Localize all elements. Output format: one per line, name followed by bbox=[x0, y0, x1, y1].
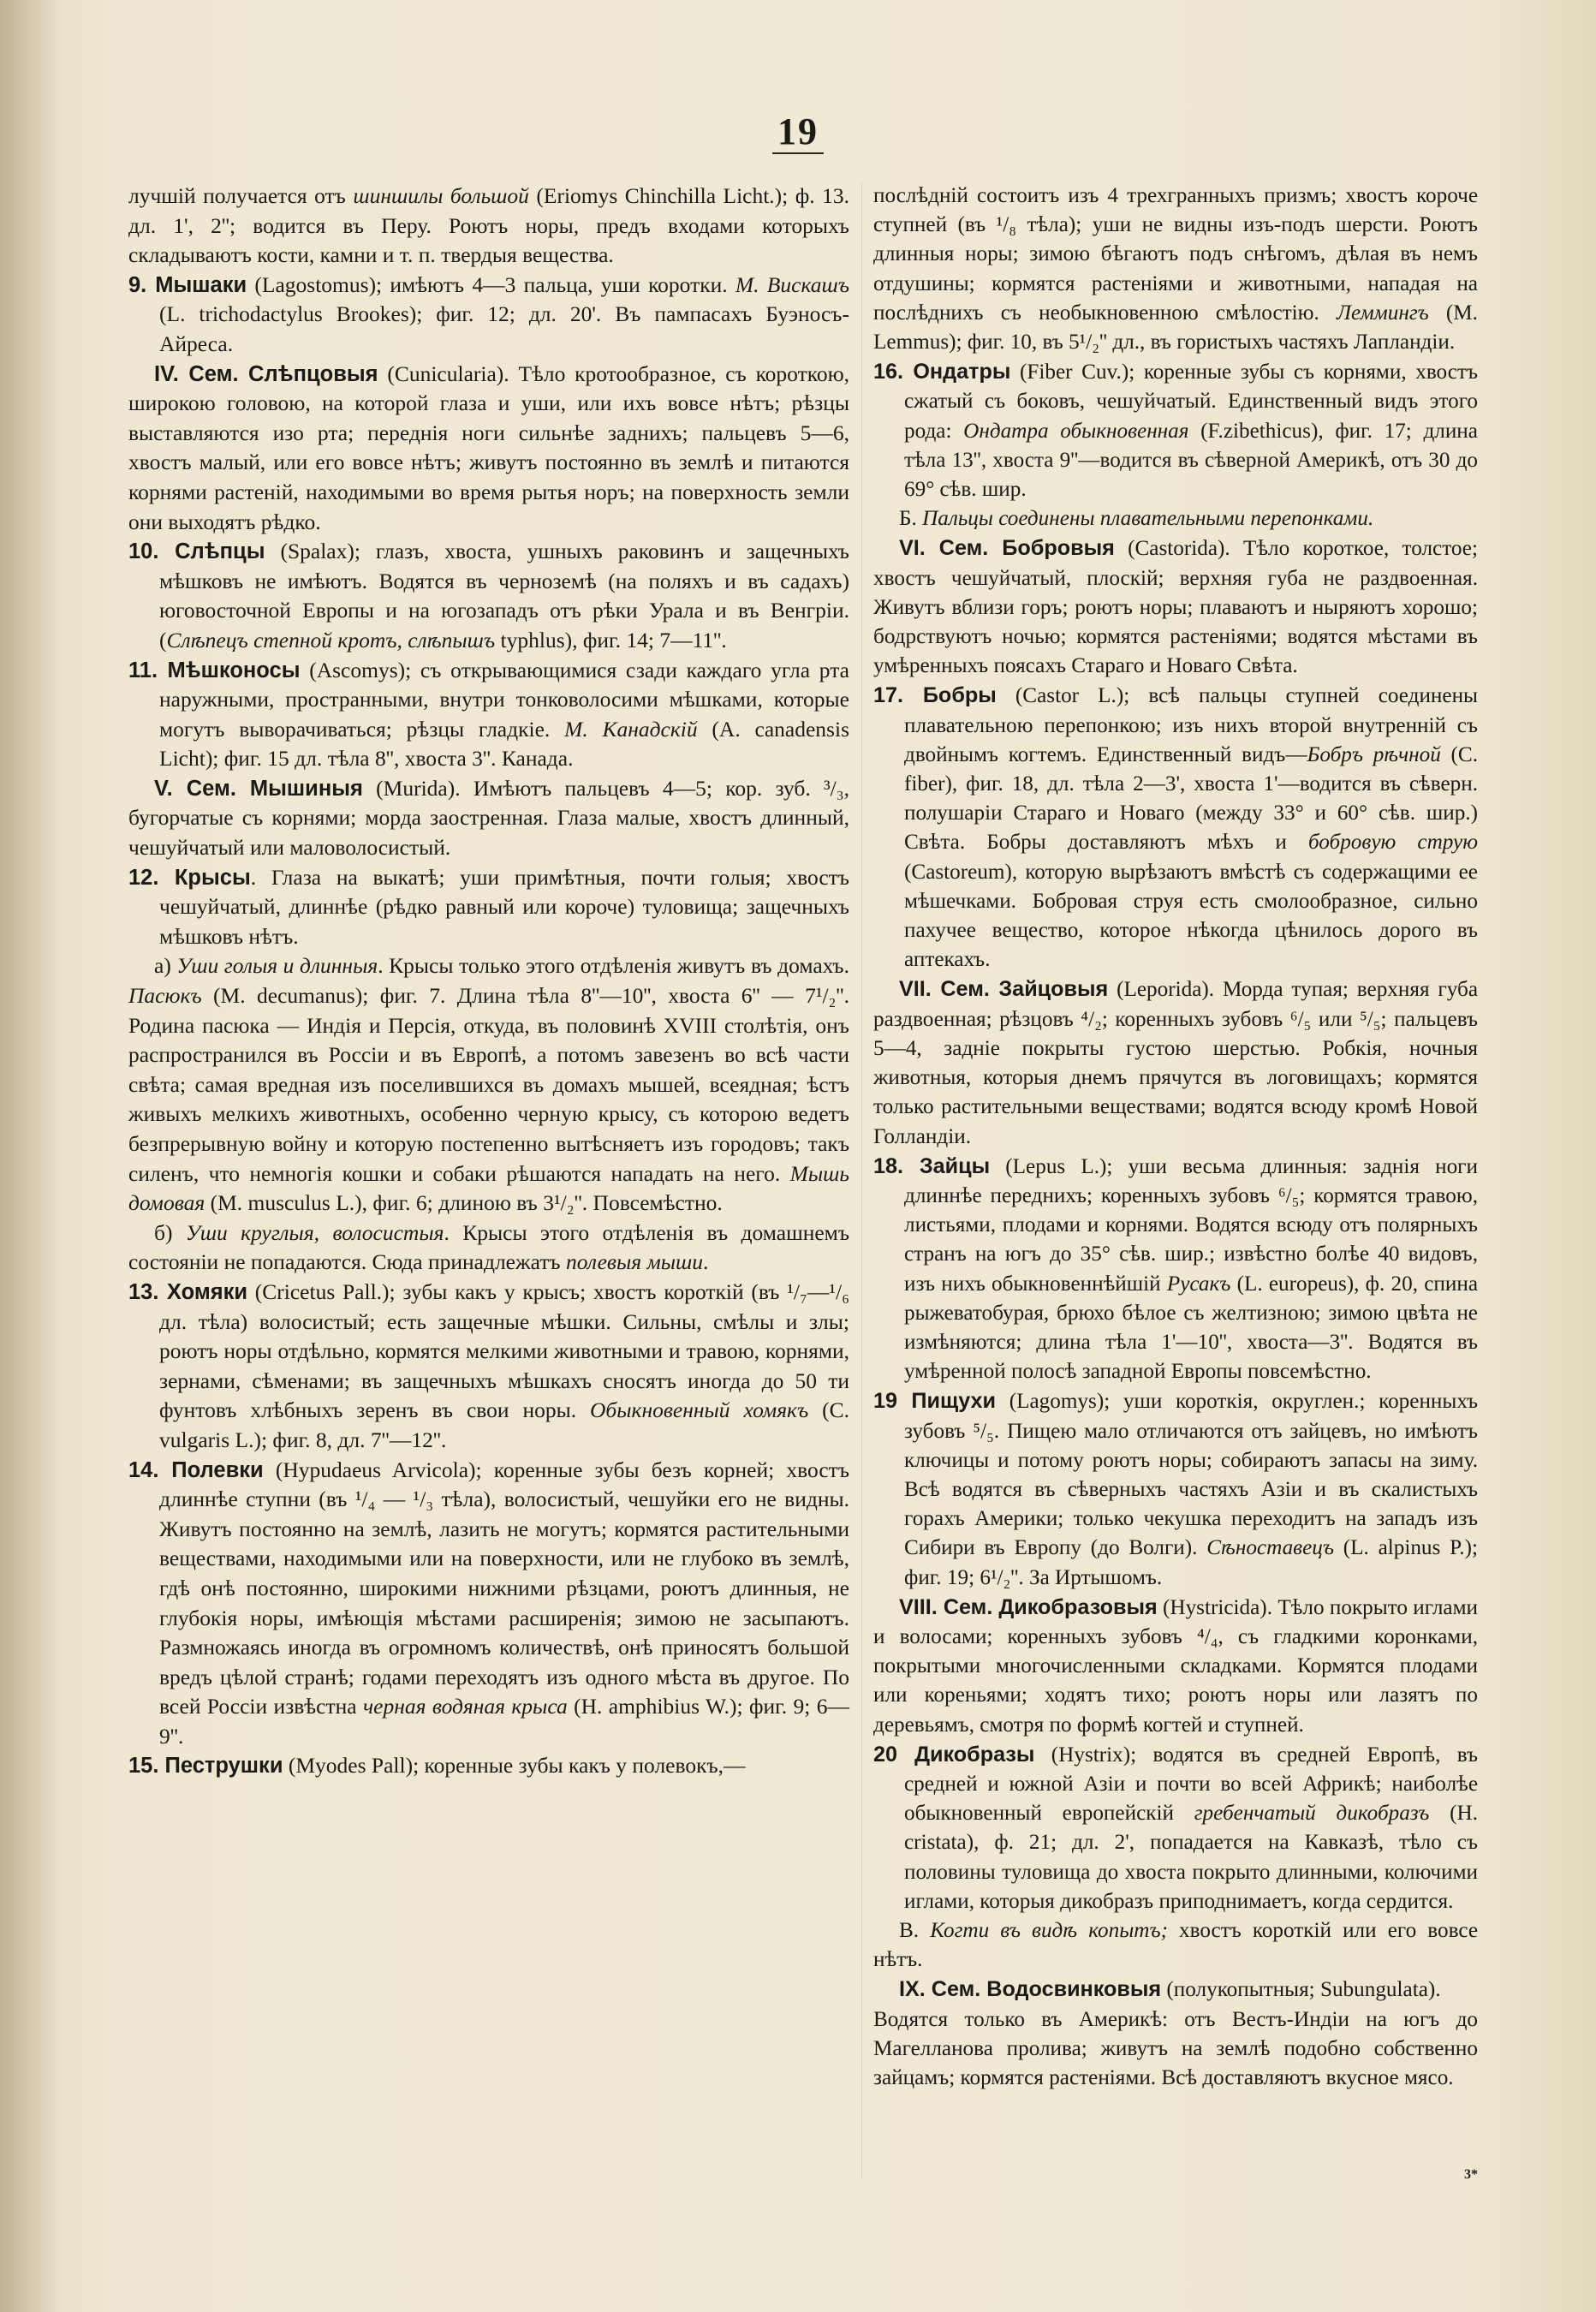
italic-species-name: Русакъ bbox=[1166, 1272, 1231, 1296]
body-text: послѣдній состоитъ изъ 4 трехгранныхъ призмъ; хвостъ короче ступней (въ ¹/₈ тѣла); уши не видны изъ-подъ шерсти. Роютъ длинныя норы; зимою бѣгаютъ подъ снѣгомъ, дѣлая въ немъ отдушины; кормятся растеніями и животными, нападая на послѣднихъ съ необыкновенною смѣлостію. bbox=[873, 184, 1478, 325]
body-text: (Castoreum), которую вырѣзаютъ вмѣстѣ съ содержащими ее мѣшечками. Бобровая струя есть смолообразное, сильно пахучее вещество, которое нѣкогда цѣнилось дорого въ аптекахъ. bbox=[904, 860, 1478, 972]
body-text: (Lagomys); уши короткія, округлен.; коренныхъ зубовъ ⁵/₅. Пищею мало отличаются отъ зайцевъ, но имѣютъ ключицы и потому роютъ норы; собираютъ запасы на зиму. Всѣ водятся въ сѣверныхъ частяхъ Азіи и въ скалистыхъ горахъ Америки; только чекушка переходитъ на западъ изъ Сибири въ Европу (до Волги). bbox=[904, 1390, 1478, 1560]
italic-species-name: Мышь домовая bbox=[128, 1160, 849, 1216]
body-text: . Крысы только этого отдѣленія живутъ въ домахъ. bbox=[378, 953, 849, 979]
genus-entry bbox=[873, 357, 1478, 504]
body-text: (Fiber Cuv.); коренные зубы съ корнями, хвостъ сжатый съ боковъ, чешуйчатый. Единственный видъ этого рода: bbox=[904, 361, 1478, 443]
text-paragraph bbox=[873, 182, 1478, 357]
italic-species-name: Ондатра обыкновенная bbox=[963, 419, 1189, 443]
bold-heading-text: IV. Сем. Слѣпцовыя bbox=[154, 361, 378, 386]
text-paragraph bbox=[128, 182, 849, 271]
bold-heading-text: VIII. Сем. Дикобразовыя bbox=[899, 1594, 1158, 1619]
body-text: (C. fiber), фиг. 18, дл. тѣла 2—3', хвоста 1'—водится въ сѣверн. полушаріи Стараго и Новаго (между 33° и 60° сѣв. шир.) Свѣта. Бобры доставляютъ мѣхъ и bbox=[904, 742, 1479, 855]
body-text: (M. musculus L.), фиг. 6; длиною въ 3¹/₂''. Повсемѣстно. bbox=[205, 1190, 723, 1216]
body-text: а) bbox=[154, 953, 177, 979]
section-heading bbox=[873, 504, 1478, 533]
bold-heading-text: 15. Пеструшки bbox=[128, 1754, 283, 1779]
body-text: (H. amphibius W.); фиг. 9; 6—9''. bbox=[159, 1694, 849, 1749]
italic-species-name: М. Вискашъ bbox=[735, 271, 849, 297]
bold-heading-text: 9. Мышаки bbox=[128, 272, 247, 297]
bold-heading-text: V. Сем. Мышиныя bbox=[154, 776, 363, 801]
genus-entry bbox=[873, 1740, 1478, 1916]
body-text: В. bbox=[899, 1918, 931, 1942]
body-text: (H. cristata), ф. 21; дл. 2', попадается на Кавказѣ, тѣло съ половины туловища до хвоста покрыто длинными, колючими иглами, которыя дикобразъ приподнимаетъ, когда сердится. bbox=[904, 1802, 1478, 1913]
bold-heading-text: IX. Сем. Водосвинковыя bbox=[899, 1977, 1162, 2002]
body-text: (Hypudaeus Arvicola); коренные зубы безъ корней; хвостъ длиннѣе ступни (въ ¹/₄ — ¹/₃ тѣла), волосистый, чешуйки его не видны. Живутъ постоянно на землѣ, лазить не могутъ; кормятся растительными веществами, находимыми или на поверхности, или не глубоко въ землѣ, гдѣ онѣ постоянно, широкими нижними рѣзцами, роютъ длинныя, не глубокія норы, имѣющія мѣстами расширенія; зимою не засыпаютъ. Размножаясь иногда въ огромномъ количествѣ, онѣ приносятъ большой вредъ цѣлой странѣ; годами переходятъ изъ одного мѣста въ другое. По всей Россіи извѣстна bbox=[159, 1457, 850, 1719]
signature-holder bbox=[873, 2162, 1478, 2196]
body-text: (Hystrix); водятся въ средней Европѣ, въ средней и южной Азіи и почти во всей Африкѣ; наиболѣе обыкновенный европейскій bbox=[904, 1743, 1479, 1826]
right-text-column bbox=[873, 182, 1478, 2093]
bold-heading-text: 16. Ондатры bbox=[873, 360, 1011, 384]
body-text: (Spalax); глазъ, хвоста, ушныхъ раковинъ и защечныхъ мѣшковъ не имѣютъ. Водятся въ черноземѣ (на поляхъ и въ садахъ) юговосточной Европы и на югозападъ отъ рѣки Урала и въ Венгріи. ( bbox=[159, 539, 849, 652]
body-text: (L. europeus), ф. 20, спина рыжеватобурая, брюхо бѣлое съ желтизною; зимою цвѣта не измѣняются; длина тѣла 1'—10'', хвоста—3''. Водятся въ умѣренной полосѣ западной Европы повсемѣстно. bbox=[904, 1272, 1478, 1384]
text-paragraph bbox=[128, 1219, 849, 1278]
italic-species-name: бобровую струю bbox=[1307, 831, 1478, 855]
body-text: (L. alpinus P.); фиг. 19; 6¹/₂''. За Иртышомъ. bbox=[904, 1536, 1478, 1589]
column-divider bbox=[861, 183, 862, 2178]
genus-entry bbox=[128, 1456, 849, 1752]
body-text: (Castor L.); всѣ пальцы ступней соединены плавательною перепонкою; изъ нихъ второй внутренній съ двойнымъ когтемъ. Единственный видъ— bbox=[904, 684, 1478, 766]
body-text: (A. canadensis Licht); фиг. 15 дл. тѣла 8'', хвоста 3''. Канада. bbox=[159, 716, 849, 772]
genus-entry bbox=[128, 271, 849, 360]
italic-species-name: Когти въ видѣ копытъ; bbox=[930, 1918, 1168, 1942]
body-text: typhlus), фиг. 14; 7—11''. bbox=[495, 627, 727, 652]
family-heading-paragraph bbox=[873, 1975, 1478, 2005]
text-paragraph bbox=[873, 2005, 1478, 2094]
italic-species-name: Пасюкъ bbox=[128, 983, 202, 1009]
bold-heading-text: VII. Сем. Зайцовыя bbox=[899, 977, 1109, 1002]
bold-heading-text: 13. Хомяки bbox=[128, 1279, 248, 1304]
section-heading bbox=[873, 1916, 1478, 1975]
body-text: (Cunicularia). Тѣло кротообразное, съ короткою, широкою головою, на которой глаза и уши, или ихъ вовсе нѣтъ; рѣзцы выставляются изо рта; переднія ноги сильнѣе заднихъ; пальцевъ 5—6, хвостъ малый, или его вовсе нѣтъ; живутъ постоянно въ землѣ и питаются корнями растеній, находимыми во время рытья норъ; на поверхность земли они выходятъ рѣдко. bbox=[128, 361, 850, 534]
genus-entry bbox=[128, 863, 849, 952]
body-text: (M. decumanus); фиг. 7. Длина тѣла 8''—10'', хвоста 6'' — 7¹/₂''. Родина пасюка — Индія и Персія, откуда, въ половинѣ XVIII столѣтія, онъ распространился въ Россіи и въ Европѣ, а потомъ завезенъ во всѣ части свѣта; самая вредная изъ поселившихся въ домахъ мышей, всеядная; ѣстъ живыхъ мелкихъ животныхъ, особенно черную крысу, съ которою ведетъ безпрерывную войну и которую постепенно вытѣсняетъ изъ городовъ; такъ силенъ, что немногія кошки и собаки рѣшаются нападать на него. bbox=[128, 983, 849, 1186]
family-heading-paragraph bbox=[873, 533, 1478, 681]
body-text: б) bbox=[154, 1219, 186, 1245]
italic-species-name: полевыя мыши bbox=[565, 1249, 704, 1275]
genus-entry bbox=[873, 1152, 1478, 1387]
body-text: (Cricetus Pall.); зубы какъ у крысъ; хвостъ короткій (въ ¹/₇—¹/₆ дл. тѣла) волосистый; есть защечные мѣшки. Сильны, смѣлы и злы; роютъ норы отдѣльно, кормятся мелкими животными и травою, корнями, зернами, сѣменами; въ защечныхъ мѣшкахъ сносятъ иногда до 50 ти фунтовъ хлѣбныхъ зеренъ въ свои норы. bbox=[159, 1278, 849, 1423]
left-text-column bbox=[128, 182, 849, 1781]
family-heading-paragraph bbox=[128, 774, 849, 863]
bold-heading-text: 18. Зайцы bbox=[873, 1153, 991, 1178]
italic-species-name: гребенчатый дикобразъ bbox=[1194, 1802, 1430, 1826]
body-text: (L. trichodactylus Brookes); фиг. 12; дл. 20'. Въ пампасахъ Буэносъ-Айреса. bbox=[159, 301, 849, 356]
italic-species-name: Уши голыя и длинныя bbox=[176, 953, 378, 979]
body-text: (Castorida). Тѣло короткое, толстое; хвостъ чешуйчатый, плоскій; верхняя губа не раздвоенная. Живутъ вблизи горъ; роютъ норы; плаваютъ и ныряютъ хорошо; бодрствуютъ ночью; кормятся растеніями; водятся мѣстами въ умѣренныхъ поясахъ Стараго и Новаго Свѣта. bbox=[873, 537, 1478, 678]
bold-heading-text: 19 Пищухи bbox=[873, 1389, 997, 1414]
genus-entry bbox=[873, 681, 1478, 974]
family-heading-paragraph bbox=[873, 1593, 1478, 1740]
body-text: (M. Lemmus); фиг. 10, въ 5¹/₂'' дл., въ гористыхъ частяхъ Лапландіи. bbox=[873, 301, 1478, 355]
bold-heading-text: 11. Мѣшконосы bbox=[128, 658, 301, 682]
genus-entry bbox=[873, 1386, 1478, 1592]
body-text: (Hystricida). Тѣло покрыто иглами и волосами; коренныхъ зубовъ ⁴/₄, съ гладкими коронками, покрытыми многочисленными складками. Кормятся плодами или кореньями; ходятъ тихо; роютъ норы или лазятъ по деревьямъ, смотря по формѣ когтей и ступней. bbox=[873, 1595, 1478, 1737]
italic-species-name: М. Канадскій bbox=[564, 716, 698, 742]
body-text: Б. bbox=[899, 507, 923, 531]
body-text: (Myodes Pall); коренные зубы какъ у полевокъ,— bbox=[283, 1753, 746, 1779]
body-text: (полукопытныя; Subungulata). bbox=[1161, 1978, 1441, 2002]
page-gutter-shadow bbox=[0, 0, 60, 2312]
italic-species-name: Леммингъ bbox=[1336, 301, 1429, 325]
italic-species-name: Пальцы соединены плавательными перепонками. bbox=[922, 507, 1374, 531]
body-text: . Крысы этого отдѣленія въ домашнемъ состояніи не попадаются. Сюда принадлежатъ bbox=[128, 1219, 850, 1275]
body-text: хвостъ короткій или его вовсе нѣтъ. bbox=[873, 1918, 1478, 1972]
italic-species-name: Сѣноставецъ bbox=[1206, 1536, 1334, 1560]
body-text: (Lepus L.); уши весьма длинныя: заднія ноги длиннѣе переднихъ; коренныхъ зубовъ ⁶/₅; кормятся травою, листьями, плодами и корнями. Водятся всюду отъ полярныхъ странъ на югъ до 35° сѣв. шир.; извѣстно болѣе 40 видовъ, изъ нихъ обыкновеннѣйшій bbox=[904, 1154, 1478, 1296]
genus-entry bbox=[128, 1278, 849, 1456]
body-text: (Eriomys Chinchilla Licht.); ф. 13. дл. 1', 2''; водится въ Перу. Роютъ норы, предъ входами которыхъ складываютъ кости, камни и т. п. твердыя вещества. bbox=[128, 183, 849, 268]
italic-species-name: Обыкновенный хомякъ bbox=[590, 1397, 809, 1423]
body-text: . Глаза на выкатѣ; уши примѣтныя, почти голыя; хвостъ чешуйчатый, длиннѣе (рѣдко равный или короче) туловища; защечныхъ мѣшковъ нѣтъ. bbox=[159, 864, 849, 949]
italic-species-name: шиншилы большой bbox=[353, 183, 529, 208]
bold-heading-text: 20 Дикобразы bbox=[873, 1742, 1035, 1767]
genus-entry bbox=[128, 656, 849, 774]
page-number-text: 19 bbox=[772, 110, 824, 154]
family-heading-paragraph bbox=[873, 974, 1478, 1151]
family-heading-paragraph bbox=[128, 360, 849, 538]
body-text: (F.zibethicus), фиг. 17; длина тѣла 13'', хвоста 9''—водится въ сѣверной Америкѣ, отъ 30 до 69° сѣв. шир. bbox=[904, 419, 1478, 502]
italic-species-name: Уши круглыя, волосистыя bbox=[185, 1219, 444, 1245]
body-text: . bbox=[703, 1249, 709, 1275]
body-text: (Murida). Имѣютъ пальцевъ 4—5; кор. зуб. ³/₃, бугорчатые съ корнями; морда заостренная. Глаза малые, хвостъ длинный, чешуйчатый или маловолосистый. bbox=[128, 775, 849, 861]
page-number bbox=[0, 110, 1596, 153]
italic-species-name: Слѣпецъ степной кротъ, слѣпышъ bbox=[166, 627, 496, 652]
body-text: лучшій получается отъ bbox=[128, 183, 354, 208]
body-text: (Ascomys); съ открывающимися сзади каждаго угла рта наружными, пространными, внутри тонковолосими мѣшками, которые могутъ выворачиваться; рѣзцы гладкіе. bbox=[159, 657, 849, 742]
text-paragraph bbox=[128, 951, 849, 1218]
bold-heading-text: 17. Бобры bbox=[873, 683, 997, 708]
bold-heading-text: 10. Слѣпцы bbox=[128, 539, 265, 564]
printer-signature-mark: 3* bbox=[1464, 2167, 1478, 2182]
italic-species-name: Бобръ рѣчной bbox=[1307, 742, 1441, 766]
body-text: (Lagostomus); имѣютъ 4—3 пальца, уши коротки. bbox=[247, 271, 735, 297]
bold-heading-text: 12. Крысы bbox=[128, 865, 251, 890]
bold-heading-text: VI. Сем. Бобровыя bbox=[899, 536, 1115, 561]
body-text: Водятся только въ Америкѣ: отъ Вестъ-Индіи на югъ до Магелланова пролива; живутъ на землѣ подобно собственно зайцамъ; кормятся растеніями. Всѣ доставляютъ вкусное мясо. bbox=[873, 2007, 1478, 2089]
genus-entry bbox=[128, 537, 849, 655]
italic-species-name: черная водяная крыса bbox=[362, 1694, 568, 1719]
body-text: (Leporida). Морда тупая; верхняя губа раздвоенная; рѣзцовъ ⁴/₂; коренныхъ зубовъ ⁶/₅ или ⁵/₅; пальцевъ 5—4, задніе покрыты густою шерстью. Робкія, ночныя животныя, которыя днемъ прячутся въ логовищахъ; кормятся только растительными веществами; водятся всюду кромѣ Новой Голландіи. bbox=[873, 978, 1478, 1148]
genus-entry bbox=[128, 1751, 849, 1781]
body-text: (C. vulgaris L.); фиг. 8, дл. 7''—12''. bbox=[159, 1397, 849, 1452]
bold-heading-text: 14. Полевки bbox=[128, 1457, 264, 1482]
